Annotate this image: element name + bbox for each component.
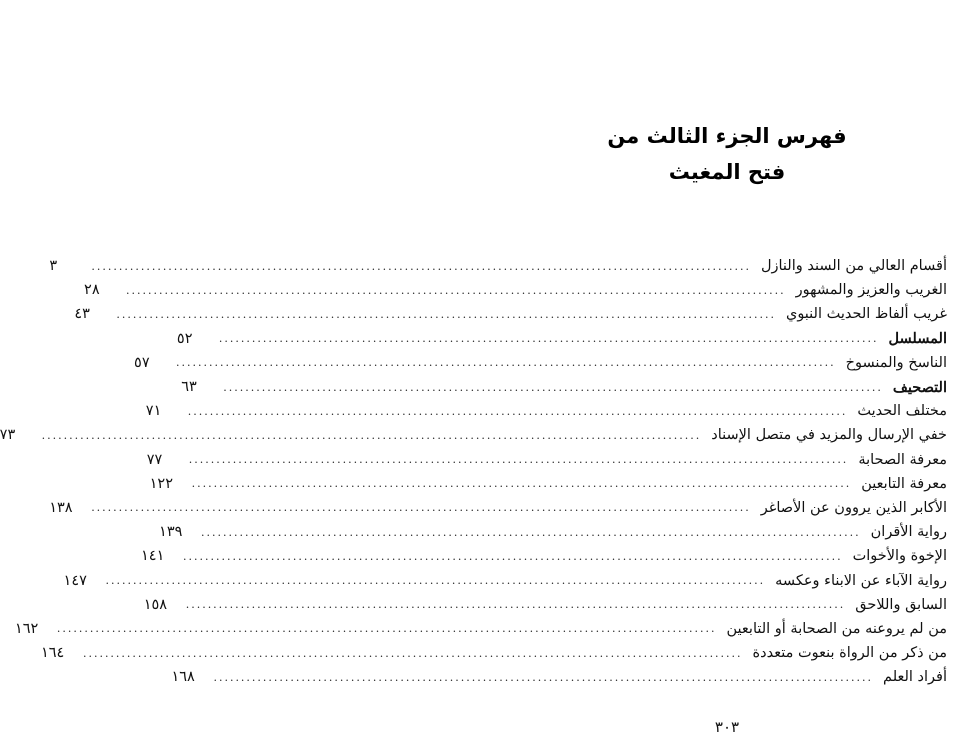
toc-entry-title: أقسام العالي من السند والنازل	[760, 258, 947, 275]
toc-entry-page: ١٦٤	[40, 645, 65, 662]
toc-entry	[149, 472, 947, 496]
title-line-2: فتح المغيث	[668, 160, 786, 184]
toc-entry-title: من ذكر من الرواة بنعوت متعددة	[752, 645, 947, 662]
toc-leader-dots: ........................................................................................................................	[41, 428, 702, 442]
toc-entry-title: التصحيف	[892, 378, 947, 396]
toc-entry	[74, 302, 947, 326]
toc-entry-title: خفي الإرسال والمزيد في متصل الإسناد	[711, 427, 947, 444]
toc-leader-dots: ........................................................................................................................	[126, 283, 786, 297]
toc-entry	[14, 617, 947, 641]
toc-entry-title: الغريب والعزيز والمشهور	[795, 282, 947, 299]
toc-leader-dots: ........................................................................................................................	[91, 259, 751, 273]
page-number: ٣٠٣	[714, 718, 740, 736]
toc-entry-page: ١٣٨	[49, 499, 73, 516]
toc-entry-page: ٢٨	[84, 282, 100, 299]
toc-leader-dots: ........................................................................................................................	[188, 453, 849, 467]
toc-entry	[63, 568, 947, 592]
toc-entry-page: ١٦٨	[171, 669, 195, 686]
toc-entry-title: معرفة التابعين	[861, 475, 947, 492]
toc-entry	[141, 544, 947, 568]
toc-entry-page: ٥٧	[134, 354, 150, 371]
toc-entry	[181, 375, 947, 399]
toc-entry	[134, 351, 947, 375]
toc-entry-page: ١٦٢	[14, 620, 39, 637]
toc-entry-page: ١٥٨	[143, 596, 168, 613]
toc-leader-dots: ........................................................................................................................	[183, 549, 843, 563]
toc-entry	[49, 254, 947, 278]
table-of-contents	[0, 254, 947, 689]
toc-entry-title: الناسخ والمنسوخ	[845, 354, 947, 371]
toc-entry-title: أفراد العلم	[883, 669, 947, 686]
toc-entry-title: مختلف الحديث	[857, 403, 947, 420]
toc-entry-page: ١٤١	[141, 548, 165, 565]
toc-entry	[176, 327, 947, 351]
toc-entry-page: ٧٣	[0, 427, 16, 444]
toc-entry-page: ١٤٧	[63, 572, 87, 589]
toc-entry-title: المسلسل	[888, 330, 947, 348]
toc-leader-dots: ........................................................................................................................	[223, 380, 883, 394]
toc-entry-page: ٤٣	[74, 306, 90, 323]
toc-leader-dots: ........................................................................................................................	[191, 477, 852, 491]
toc-leader-dots: ........................................................................................................................	[185, 598, 846, 612]
title-line-1: فهرس الجزء الثالث من	[607, 124, 847, 148]
toc-leader-dots: ........................................................................................................................	[187, 404, 848, 418]
toc-entry-page: ٥٢	[176, 330, 193, 347]
toc-entry	[171, 665, 947, 689]
toc-entry-title: الأكابر الذين يروون عن الأصاغر	[760, 499, 947, 516]
toc-leader-dots: ........................................................................................................................	[82, 646, 743, 660]
toc-leader-dots: ........................................................................................................................	[105, 574, 766, 588]
toc-entry-page: ٧٧	[146, 451, 163, 468]
toc-entry-page: ٧١	[145, 403, 162, 420]
toc-leader-dots: ........................................................................................................................	[213, 670, 874, 684]
toc-entry-page: ١٢٢	[149, 475, 174, 492]
toc-entry	[49, 496, 947, 520]
toc-entry-page: ١٣٩	[159, 524, 183, 541]
toc-leader-dots: ........................................................................................................................	[176, 356, 836, 370]
toc-leader-dots: ........................................................................................................................	[201, 525, 861, 539]
page-title	[477, 118, 977, 190]
toc-entry	[84, 278, 947, 302]
toc-leader-dots: ........................................................................................................................	[116, 307, 776, 321]
toc-entry	[159, 520, 947, 544]
toc-leader-dots: ........................................................................................................................	[218, 332, 879, 346]
toc-entry-title: الإخوة والأخوات	[852, 548, 947, 565]
toc-entry-title: غريب ألفاظ الحديث النبوي	[785, 306, 947, 323]
toc-entry	[40, 641, 947, 665]
toc-entry	[0, 423, 947, 447]
toc-entry	[146, 448, 947, 472]
toc-entry-title: رواية الآباء عن الابناء وعكسه	[775, 572, 947, 589]
toc-entry-page: ٣	[49, 258, 58, 275]
toc-entry-title: معرفة الصحابة	[858, 451, 947, 468]
toc-leader-dots: ........................................................................................................................	[56, 622, 717, 636]
toc-leader-dots: ........................................................................................................................	[91, 501, 751, 515]
toc-entry	[145, 399, 947, 423]
toc-entry-title: من لم يروعنه من الصحابة أو التابعين	[726, 620, 947, 637]
toc-entry-title: السابق واللاحق	[855, 596, 947, 613]
toc-entry-title: رواية الأقران	[870, 524, 947, 541]
toc-entry-page: ٦٣	[181, 379, 197, 396]
toc-entry	[143, 593, 947, 617]
